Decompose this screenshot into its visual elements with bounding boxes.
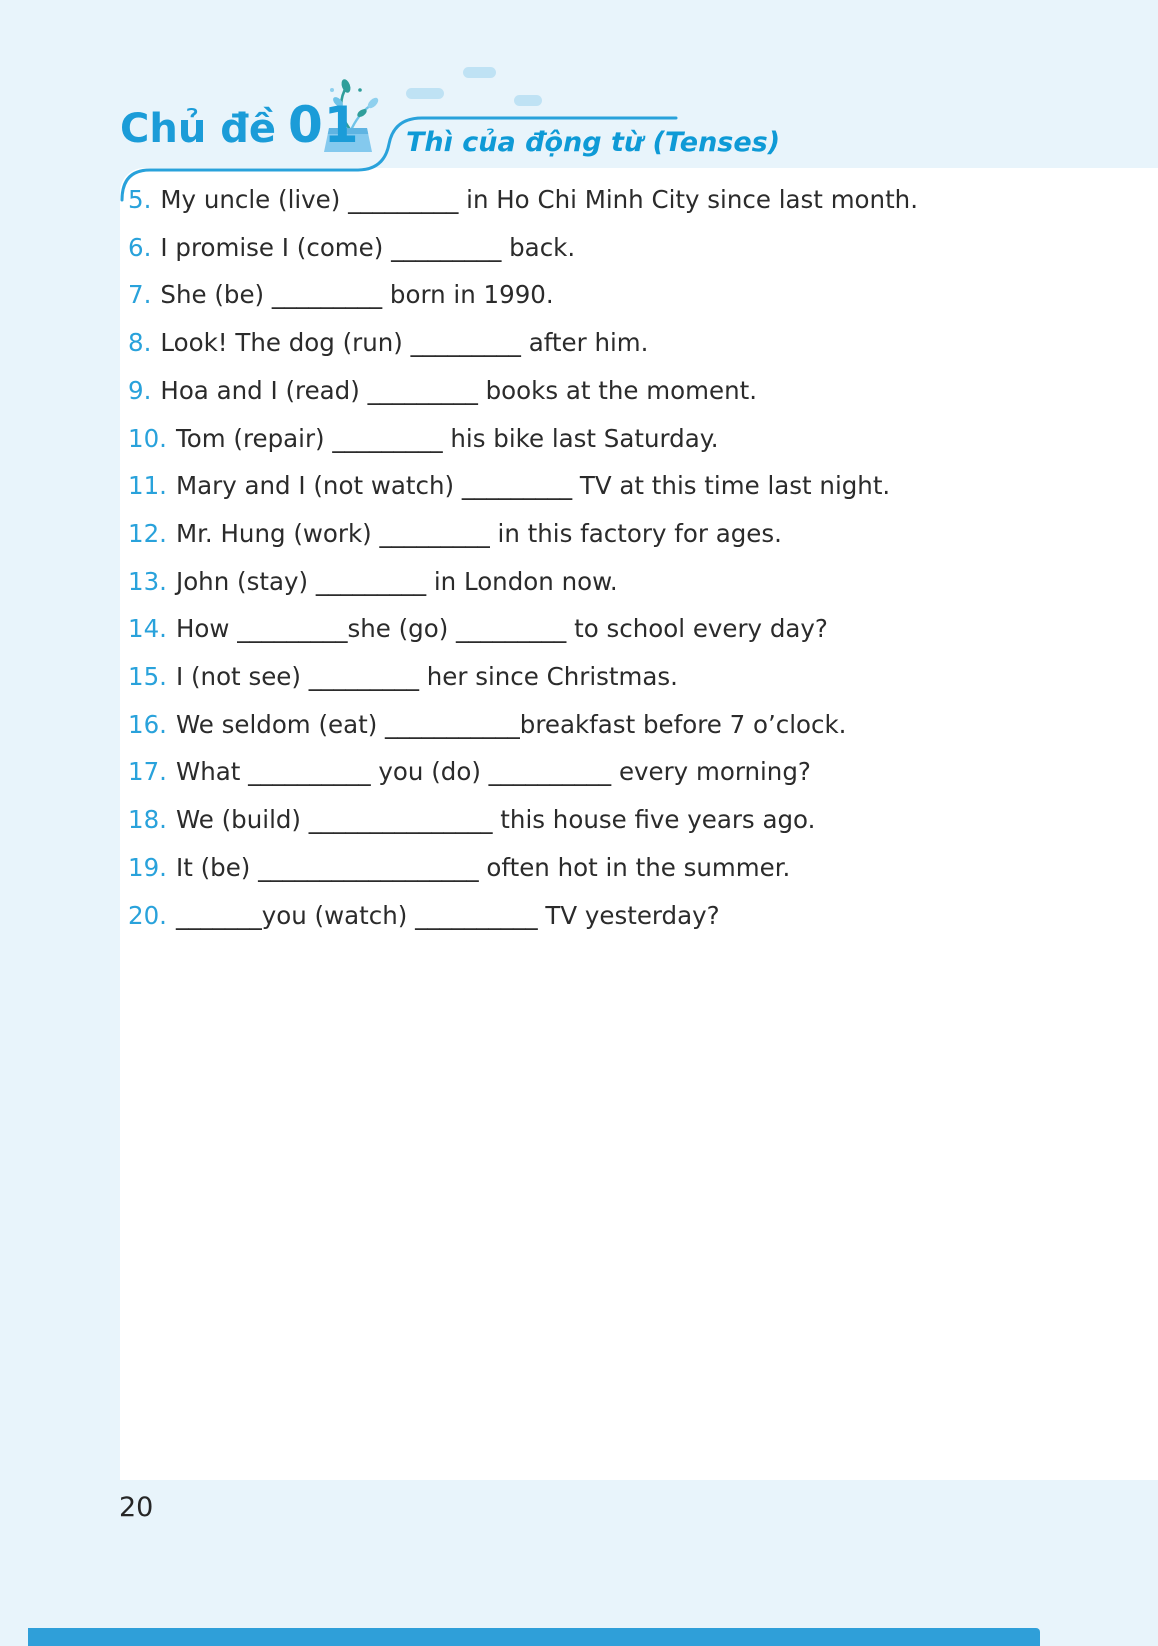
- exercise-list: [128, 176, 1128, 939]
- exercise-number: 13.: [128, 566, 167, 596]
- exercise-text: John (stay) _________ in London now.: [175, 566, 618, 596]
- exercise-item: [128, 796, 1128, 844]
- exercise-number: 19.: [128, 852, 167, 882]
- exercise-number: 9.: [128, 375, 152, 405]
- exercise-number: 16.: [128, 709, 167, 739]
- exercise-number: 10.: [128, 423, 167, 453]
- bottom-bar: [28, 1628, 1040, 1646]
- topic-number: 01: [288, 96, 360, 154]
- exercise-item: [128, 510, 1128, 558]
- exercise-text: Tom (repair) _________ his bike last Saturday.: [175, 423, 719, 453]
- exercise-text: It (be) __________________ often hot in the summer.: [175, 852, 791, 882]
- exercise-item: [128, 892, 1128, 940]
- exercise-text: Hoa and I (read) _________ books at the moment.: [160, 375, 758, 405]
- exercise-item: [128, 415, 1128, 463]
- exercise-text: Mr. Hung (work) _________ in this factory for ages.: [175, 518, 782, 548]
- exercise-number: 15.: [128, 662, 167, 692]
- exercise-item: [128, 701, 1128, 749]
- exercise-number: 18.: [128, 805, 167, 835]
- exercise-text: We (build) _______________ this house five years ago.: [175, 805, 816, 835]
- exercise-number: 8.: [128, 328, 152, 358]
- exercise-item: [128, 271, 1128, 319]
- exercise-number: 7.: [128, 280, 152, 310]
- exercise-text: Look! The dog (run) _________ after him.: [160, 328, 649, 358]
- exercise-item: [128, 319, 1128, 367]
- exercise-text: Mary and I (not watch) _________ TV at this time last night.: [175, 471, 891, 501]
- exercise-number: 20.: [128, 900, 167, 930]
- exercise-item: [128, 653, 1128, 701]
- deco-dash-icon: [514, 95, 542, 106]
- exercise-text: How _________she (go) _________ to school every day?: [175, 614, 828, 644]
- deco-dash-icon: [406, 88, 444, 99]
- deco-dash-icon: [463, 67, 496, 78]
- exercise-item: [128, 367, 1128, 415]
- exercise-item: [128, 605, 1128, 653]
- exercise-item: [128, 844, 1128, 892]
- exercise-item: [128, 462, 1128, 510]
- topic-label: Chủ đề: [120, 106, 276, 152]
- exercise-number: 14.: [128, 614, 167, 644]
- exercise-item: [128, 224, 1128, 272]
- exercise-text: What __________ you (do) __________ every morning?: [175, 757, 811, 787]
- exercise-text: She (be) _________ born in 1990.: [160, 280, 554, 310]
- exercise-item: [128, 748, 1128, 796]
- exercise-item: [128, 176, 1128, 224]
- exercise-text: _______you (watch) __________ TV yesterday?: [175, 900, 720, 930]
- page-title: [120, 96, 360, 154]
- exercise-number: 5.: [128, 185, 152, 214]
- exercise-item: [128, 558, 1128, 606]
- page-number: 20: [119, 1492, 154, 1523]
- section-title: Thì của động từ (Tenses): [406, 127, 781, 158]
- exercise-text: I promise I (come) _________ back.: [160, 232, 576, 262]
- exercise-text: I (not see) _________ her since Christmas.: [175, 662, 678, 692]
- exercise-text: We seldom (eat) ___________breakfast before 7 o’clock.: [175, 709, 847, 739]
- exercise-number: 6.: [128, 232, 152, 262]
- exercise-text: My uncle (live) _________ in Ho Chi Minh City since last month.: [160, 185, 919, 214]
- exercise-number: 17.: [128, 757, 167, 787]
- exercise-number: 12.: [128, 518, 167, 548]
- exercise-number: 11.: [128, 471, 167, 501]
